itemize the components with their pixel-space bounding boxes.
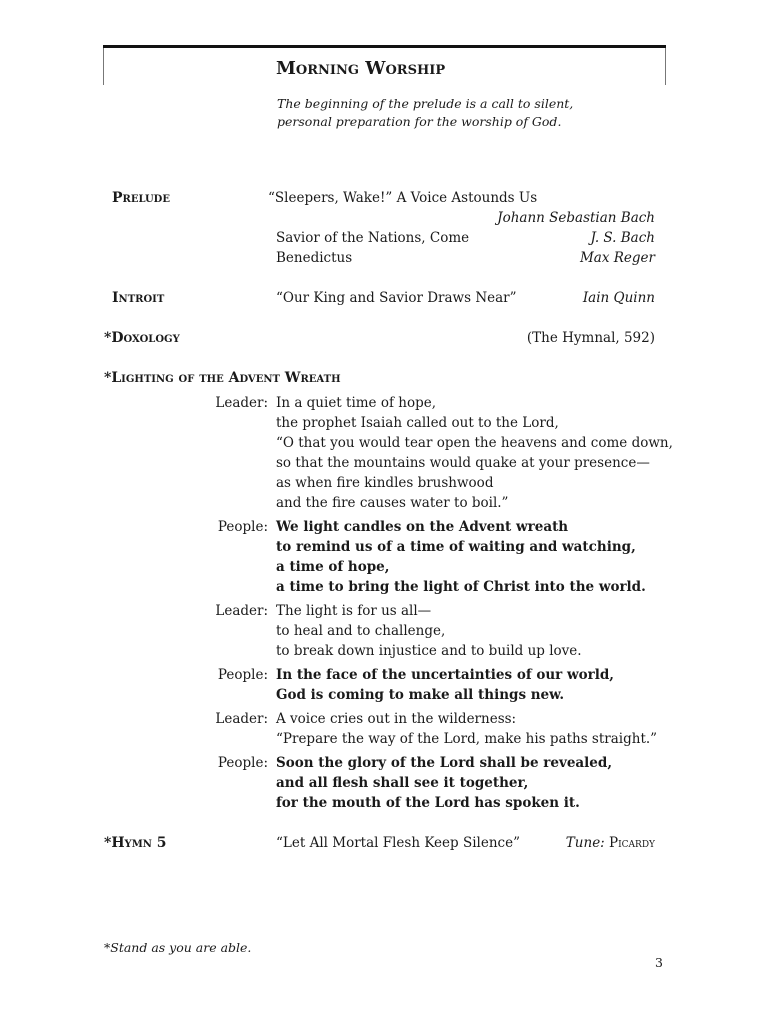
speaker-label: Leader: <box>215 395 268 411</box>
hymn-tune-name: Picardy <box>609 835 655 851</box>
liturgy-response-line: God is coming to make all things new. <box>276 687 565 703</box>
page-number: 3 <box>655 955 663 970</box>
hymn-label: *Hymn 5 <box>104 835 167 851</box>
introit-title: “Our King and Savior Draws Near” <box>276 290 517 306</box>
liturgy-line: the prophet Isaiah called out to the Lord, <box>276 415 559 431</box>
liturgy-response-line: Soon the glory of the Lord shall be revealed, <box>276 755 613 771</box>
prelude-title-2: Savior of the Nations, Come <box>276 230 470 246</box>
liturgy-line: A voice cries out in the wilderness: <box>276 711 517 727</box>
liturgy-line: The light is for us all— <box>276 603 432 619</box>
prelude-composer-3: Max Reger <box>579 250 655 266</box>
liturgy-response-line: a time to bring the light of Christ into the world. <box>276 579 646 595</box>
liturgy-line: In a quiet time of hope, <box>276 395 437 411</box>
hymn-title: “Let All Mortal Flesh Keep Silence” <box>276 835 520 851</box>
intro-line-1: The beginning of the prelude is a call to silent, <box>277 96 574 111</box>
advent-label: *Lighting of the Advent Wreath <box>104 370 341 386</box>
liturgy-line: “O that you would tear open the heavens and come down, <box>276 435 673 451</box>
introit-label: Introit <box>112 290 165 306</box>
speaker-label: Leader: <box>215 711 268 727</box>
header-right-rule <box>665 48 666 85</box>
speaker-label: People: <box>217 755 268 771</box>
hymn-tune <box>450 835 655 851</box>
liturgy-response-line: In the face of the uncertainties of our world, <box>276 667 614 683</box>
speaker-label: People: <box>217 519 268 535</box>
speaker-label: Leader: <box>215 603 268 619</box>
prelude-title-1: “Sleepers, Wake!” A Voice Astounds Us <box>268 190 538 206</box>
prelude-composer-2: J. S. Bach <box>590 230 655 246</box>
liturgy-line: and the fire causes water to boil.” <box>276 495 509 511</box>
liturgy-line: so that the mountains would quake at your presence— <box>276 455 650 471</box>
liturgy-line: to heal and to challenge, <box>276 623 446 639</box>
liturgy-response-line: and all flesh shall see it together, <box>276 775 529 791</box>
liturgy-line: to break down injustice and to build up love. <box>276 643 582 659</box>
top-rule <box>103 45 666 48</box>
doxology-reference: (The Hymnal, 592) <box>526 330 655 346</box>
liturgy-response-line: to remind us of a time of waiting and watching, <box>276 539 636 555</box>
footnote: *Stand as you are able. <box>104 940 252 955</box>
introit-composer: Iain Quinn <box>582 290 655 306</box>
page-title: Morning Worship <box>276 58 446 79</box>
liturgy-response-line: a time of hope, <box>276 559 390 575</box>
prelude-title-3: Benedictus <box>276 250 353 266</box>
intro-line-2: personal preparation for the worship of God. <box>277 114 562 129</box>
liturgy-line: as when fire kindles brushwood <box>276 475 494 491</box>
liturgy-response-line: for the mouth of the Lord has spoken it. <box>276 795 580 811</box>
liturgy-line: “Prepare the way of the Lord, make his paths straight.” <box>276 731 658 747</box>
header-left-rule <box>103 48 104 85</box>
liturgy-response-line: We light candles on the Advent wreath <box>276 519 569 535</box>
prelude-label: Prelude <box>112 190 170 206</box>
doxology-label: *Doxology <box>104 330 180 346</box>
speaker-label: People: <box>217 667 268 683</box>
prelude-composer-1: Johann Sebastian Bach <box>497 210 655 226</box>
hymn-tune-label: Tune: <box>565 835 605 851</box>
